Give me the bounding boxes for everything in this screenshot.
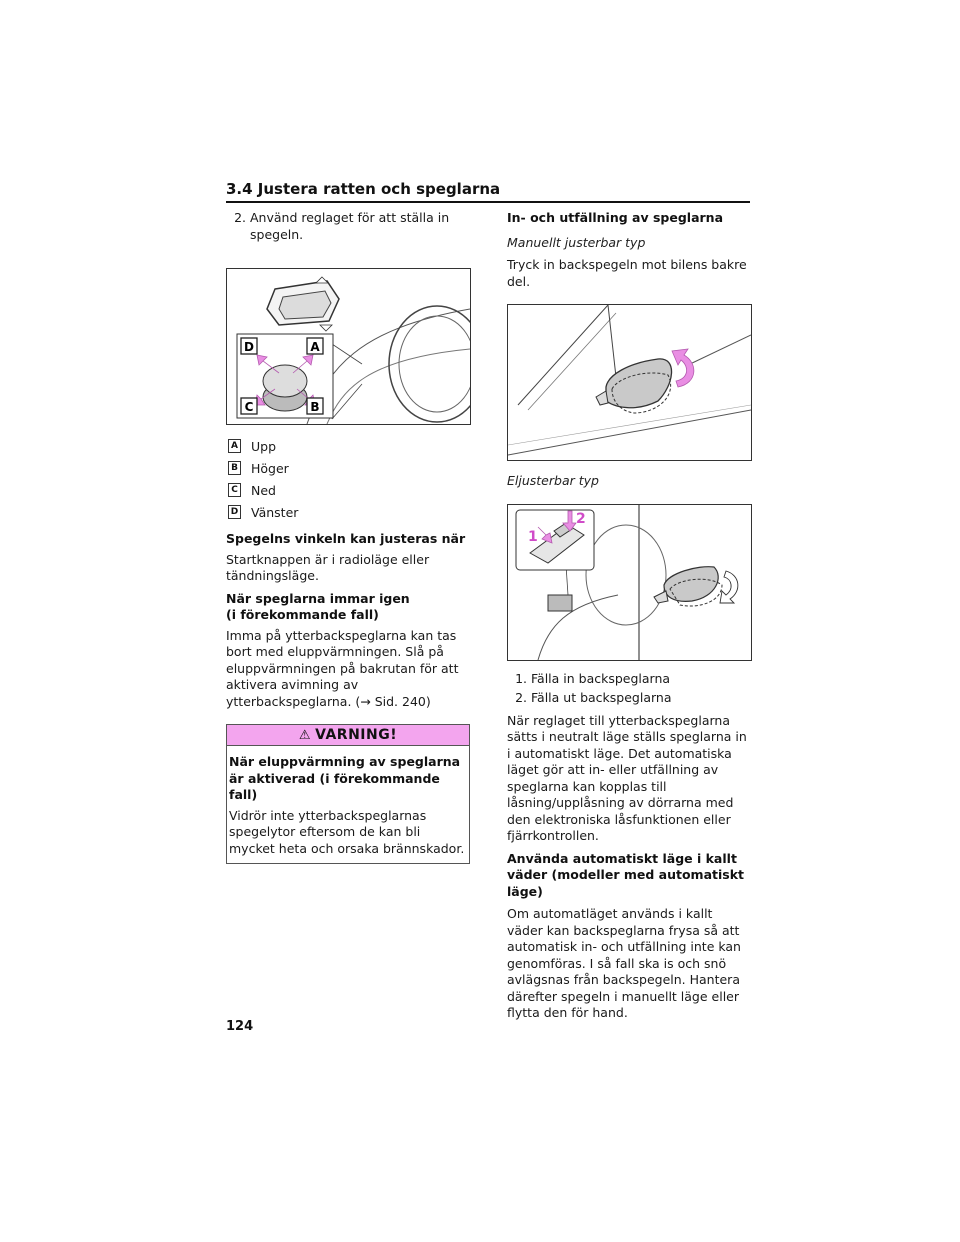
step-text: Fälla in backspeglarna [531, 670, 671, 686]
step-item [507, 671, 751, 688]
cold-weather-text: Om automatläget används i kallt väder kan backspeglarna frysa så att automatisk in- och utfällning inte kan genomföras. I så fall ska is och snö avlägsnas från backspegeln. Hantera därefter spegeln i manuellt läge eller flytta den för hand. [507, 906, 741, 1020]
legend-key: C [228, 483, 241, 497]
step-item [507, 690, 751, 707]
manual-fold-illustration [508, 305, 751, 460]
warning-triangle-icon: ⚠ [298, 727, 312, 743]
section-header [226, 180, 750, 203]
angle-text: Startknappen är i radioläge eller tändningsläge. [226, 551, 430, 583]
legend-key: A [228, 439, 241, 453]
electric-steps [507, 671, 751, 707]
manual-text: Tryck in backspegeln mot bilens bakre del. [507, 257, 747, 289]
step-2 [226, 210, 470, 243]
electric-fold-figure [507, 504, 752, 661]
legend-key: B [228, 461, 241, 475]
figure-label-a: A [310, 340, 320, 354]
figure-number-1: 1 [528, 528, 538, 545]
cold-weather-heading: Använda automatiskt läge i kallt väder (modeller med automatiskt läge) [507, 850, 744, 899]
warning-subheading: När eluppvärmning av speglarna är aktiverad (i förekommande fall) [229, 754, 461, 802]
legend-text: Upp [251, 438, 277, 454]
manual-type-label: Manuellt justerbar typ [507, 234, 646, 250]
legend-item [228, 435, 470, 457]
left-column [226, 210, 470, 864]
electric-type-label: Eljusterbar typ [507, 473, 599, 488]
warning-body [227, 746, 469, 863]
step-number: 2. [515, 690, 527, 705]
legend-item [228, 457, 470, 479]
mirror-switch-illustration [227, 269, 470, 424]
legend-text: Ned [251, 482, 276, 498]
step-number: 1. [515, 670, 527, 686]
fog-heading-line2: (i förekommande fall) [226, 607, 379, 622]
figure-label-d: D [244, 340, 254, 354]
warning-title: VARNING! [315, 727, 398, 743]
legend-text: Höger [251, 460, 289, 476]
legend-text: Vänster [251, 504, 299, 520]
section-title: 3.4 Justera ratten och speglarna [226, 180, 501, 198]
mirror-switch-figure [226, 268, 471, 425]
figure-label-b: B [310, 400, 320, 414]
direction-legend [228, 435, 470, 523]
step-number: 2. [234, 210, 246, 225]
fold-heading: In- och utfällning av speglarna [507, 210, 724, 225]
legend-item [228, 501, 470, 523]
warning-header [227, 725, 469, 746]
legend-item [228, 479, 470, 501]
neutral-mode-text: När reglaget till ytterbackspeglarna sätts i neutralt läge ställs speglarna in i automatiskt läge. Det automatiska läget gör att in- eller utfällning av speglarna kan kopplas till låsning/upplåsning av dörrarna med den elektroniska låsfunktionen eller fjärrkontrollen. [507, 712, 747, 843]
page-number: 124 [226, 1019, 254, 1034]
warning-text: Vidrör inte ytterbackspeglarnas spegelytor eftersom de kan bli mycket heta och orsaka brännskador. [229, 807, 465, 856]
right-column [507, 210, 751, 1022]
angle-heading: Spegelns vinkeln kan justeras när [226, 531, 466, 546]
step-text: Fälla ut backspeglarna [531, 690, 672, 705]
electric-fold-illustration [508, 505, 751, 660]
manual-fold-figure [507, 304, 752, 461]
fog-text: Imma på ytterbackspeglarna kan tas bort med eluppvärmningen. Slå på eluppvärmningen på bakrutan för att aktivera avimning av ytterbackspeglarna. (→ Sid. 240) [226, 627, 459, 709]
step-text: Använd reglaget för att ställa in spegeln. [250, 210, 450, 242]
figure-number-2: 2 [576, 510, 586, 527]
legend-key: D [228, 505, 241, 519]
warning-box [226, 724, 470, 864]
figure-label-c: C [244, 400, 254, 414]
fog-heading-line1: När speglarna immar igen [226, 590, 410, 606]
section-divider [226, 201, 750, 203]
